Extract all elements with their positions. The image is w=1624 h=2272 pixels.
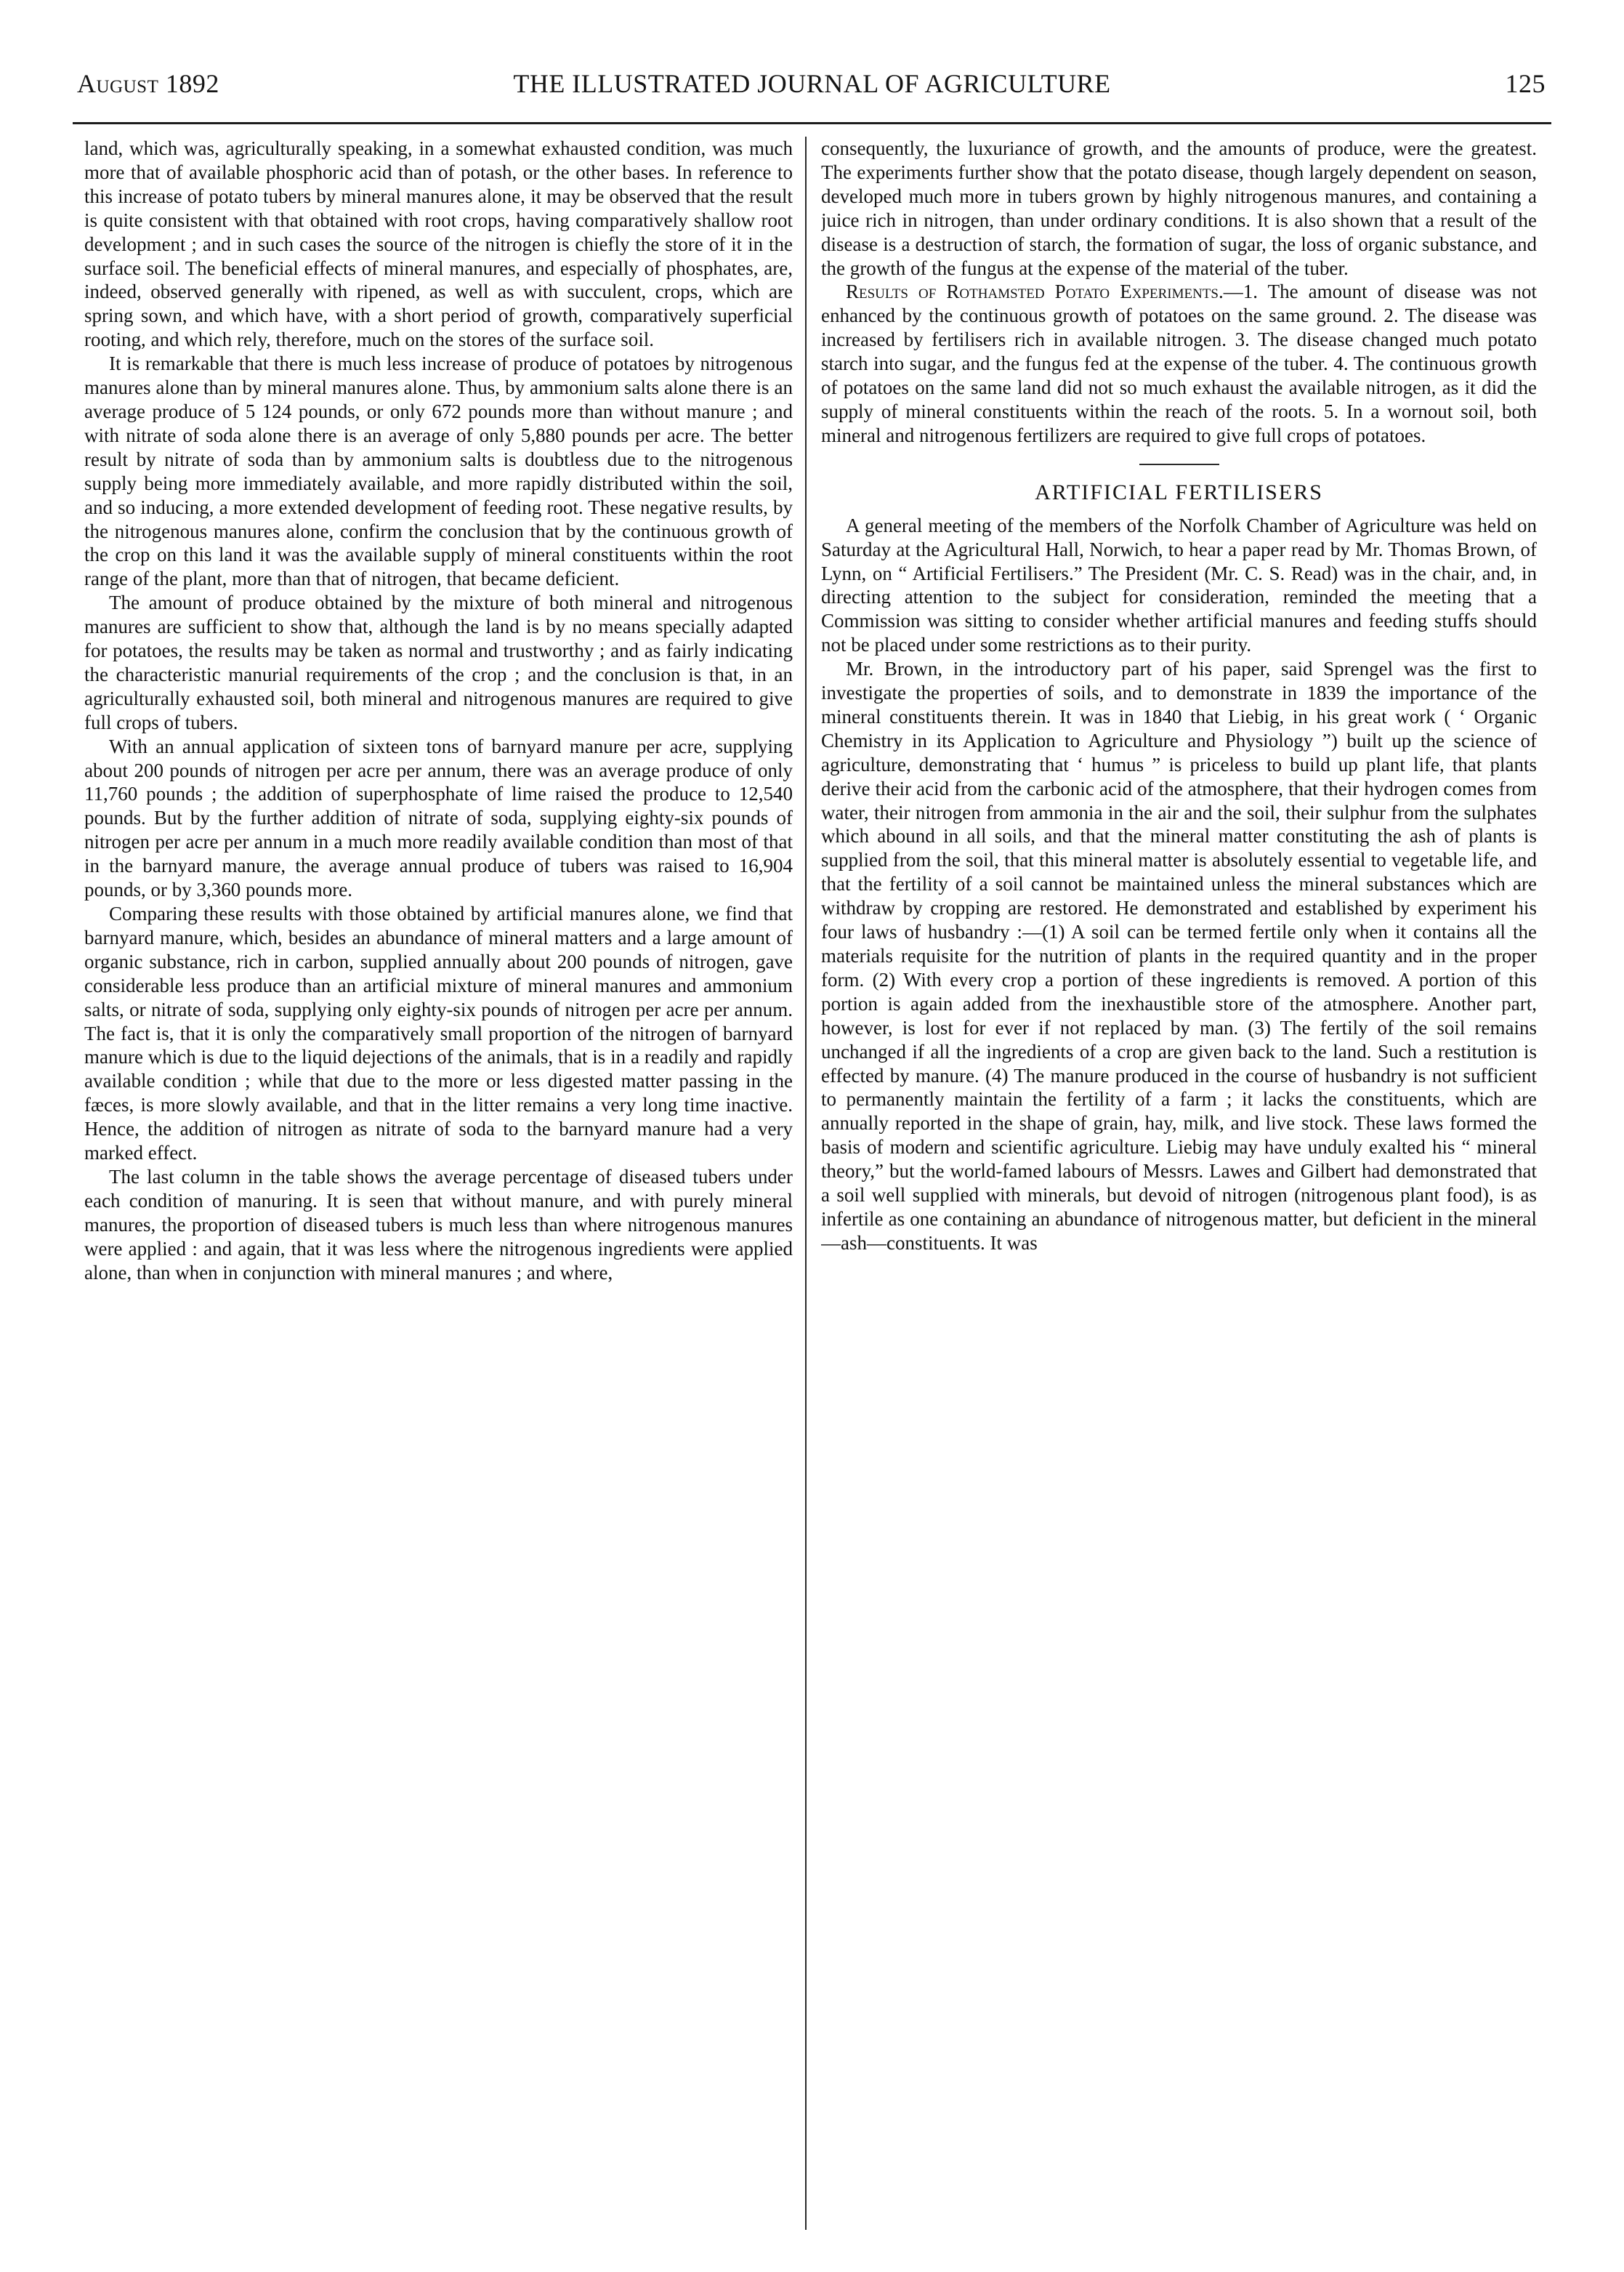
left-column <box>84 137 793 2230</box>
left-paragraph-3: The amount of produce obtained by the mixture of both mineral and nitrogenous manures are sufficient to show that, although the land is by no means specially adapted for potatoes, the results may be taken as normal and trustworthy ; and as fairly indicating the characteristic manurial requirements of the crop ; and the conclusion is that, in an agriculturally exhausted soil, both mineral and nitrogenous manures are required to give full crops of tubers. <box>84 592 793 733</box>
left-paragraph-2: It is remarkable that there is much less increase of produce of potatoes by nitrogenous manures alone than by mineral manures alone. Thus, by ammonium salts alone there is an average produce of 5 124 pounds, or only 672 pounds more than without manure ; and with nitrate of soda alone there is an average of only 5,880 pounds per acre. The better result by nitrate of soda than by ammonium salts is doubtless due to the nitrogenous supply being more immediately available, and more rapidly distributed within the soil, and so inducing, a more extended development of feeding root. These negative results, by the nitrogenous manures alone, confirm the conclusion that by the continuous growth of the crop on this land it was the available supply of mineral constituents within the root range of the plant, more than that of nitrogen, that became deficient. <box>84 353 793 590</box>
section-title: ARTIFICIAL FERTILISERS <box>1035 480 1323 504</box>
journal-title: THE ILLUSTRATED JOURNAL OF AGRICULTURE <box>513 69 1111 98</box>
article-columns <box>73 137 1551 2230</box>
issue-date: August 1892 <box>77 69 219 98</box>
header-rule <box>73 122 1551 124</box>
journal-page <box>73 58 1551 2231</box>
left-paragraph-5: Comparing these results with those obtained by artificial manures alone, we find that barnyard manure, which, besides an abundance of mineral matters and a large amount of organic substance, rich in carbon, supplied annually about 200 pounds of nitrogen, gave considerable less produce than an artificial mixture of mineral manures and ammonium salts, or nitrate of soda, supplying only eighty-six pounds of nitrogen per acre per annum. The fact is, that it is only the comparatively small proportion of the nitrogen of barnyard manure which is due to the liquid dejections of the animals, that is in a readily and rapidly available condition ; while that due to the more or less digested matter passing in the fæces, is more slowly available, and that in the litter remains a very long time inactive. Hence, the addition of nitrogen as nitrate of soda to the barnyard manure had a very marked effect. <box>84 903 793 1164</box>
right-paragraph-3: Mr. Brown, in the introductory part of his paper, said Sprengel was the first to investigate the properties of soils, and to demonstrate in 1839 the importance of the mineral constituents therein. It was in 1840 that Liebig, in his great work ( ‘ Organic Chemistry in its Application to Agriculture and Physiology ”) built up the science of agriculture, demonstrating that ‘ humus ” is priceless to build up plant life, that plants derive their acid from the carbonic acid of the atmosphere, that their hydrogen comes from water, their nitrogen from ammonia in the air and the soil, their sulphur from the sulphates which abound in all soils, and that the mineral matter constituting the ash of plants is supplied from the soil, that this mineral matter is absolutely essential to vegetable life, and that the fertility of a soil cannot be maintained unless the mineral substances which are withdraw by cropping are restored. He demonstrated and established by experiment his four laws of husbandry :—(1) A soil can be termed fertile only when it contains all the materials requisite for the nutrition of plants in the required quantity and in the proper form. (2) With every crop a portion of these ingredients is removed. A portion of this portion is again added from the inexhaustible store of the atmosphere. Another part, however, is lost for ever if not replaced by man. (3) The fertily of the soil remains unchanged if all the ingredients of a crop are given back to the land. Such a restitution is effected by manure. (4) The manure produced in the course of husbandry is not sufficient to permanently maintain the fertility of a farm ; it lacks the constituents, which are annually reported in the shape of grain, hay, milk, and live stock. These laws formed the basis of modern and scientific agriculture. Liebig may have unduly exalted his “ mineral theory,” but the world-famed labours of Messrs. Lawes and Gilbert had demonstrated that a soil well supplied with minerals, but devoid of nitrogen (nitrogenous plant food), is as infertile as one containing an abundance of nitrogenous matter, but deficient in the mineral—ash—constituents. It was <box>821 658 1537 1254</box>
left-paragraph-1: land, which was, agriculturally speaking, in a somewhat exhausted condition, was much more that of available phosphoric acid than of potash, or the other bases. In reference to this increase of potato tubers by mineral manures alone, it may be observed that the result is quite consistent with that obtained with root crops, having comparatively shallow root development ; and in such cases the source of the nitrogen is chiefly the store of it in the surface soil. The beneficial effects of mineral manures, and especially of phosphates, are, indeed, observed generally with ripened, as well as with succulent, crops, which are spring sown, and which have, with a short period of growth, comparatively superficial rooting, and which rely, therefore, much on the stores of the surface soil. <box>84 137 793 351</box>
results-heading: Results of Rothamsted Potato Experiments.— <box>846 281 1243 303</box>
section-separator <box>1139 464 1219 465</box>
page-number: 125 <box>1505 69 1546 98</box>
left-paragraph-6: The last column in the table shows the average percentage of diseased tubers under each condition of manuring. It is seen that without manure, and with purely mineral manures, the proportion of diseased tubers is much less than where nitrogenous manures were applied : and again, that it was less where the nitrogenous ingredients were applied alone, than when in conjunction with mineral manures ; and where, <box>84 1165 793 1284</box>
right-paragraph-2: A general meeting of the members of the Norfolk Chamber of Agriculture was held on Saturday at the Agricultural Hall, Norwich, to hear a paper read by Mr. Thomas Brown, of Lynn, on “ Artificial Fertilisers.” The President (Mr. C. S. Read) was in the chair, and, in directing attention to the subject for consideration, reminded the meeting that a Commission was sitting to consider whether artificial manures and feeding stuffs should not be placed under some restrictions as to their purity. <box>821 514 1537 656</box>
right-paragraph-1: consequently, the luxuriance of growth, and the amounts of produce, were the greatest. The experiments further show that the potato disease, though largely dependent on season, developed much more in tubers grown by highly nitrogenous manures, and containing a juice rich in nitrogen, than under ordinary conditions. It is also shown that a result of the disease is a destruction of starch, the formation of sugar, the loss of organic substance, and the growth of the fungus at the expense of the material of the tuber. <box>821 137 1537 279</box>
left-paragraph-4: With an annual application of sixteen tons of barnyard manure per acre, supplying about 200 pounds of nitrogen per acre per annum, there was an average produce of only 11,760 pounds ; the addition of superphosphate of lime raised the produce to 12,540 pounds. But by the further addition of nitrate of soda, supplying eighty-six pounds of nitrogen per acre per annum in a much more readily available condition than most of that in the barnyard manure, the average annual produce of tubers was raised to 16,904 pounds, or by 3,360 pounds more. <box>84 735 793 901</box>
column-divider <box>805 137 807 2230</box>
right-column <box>821 137 1537 2230</box>
results-body: 1. The amount of disease was not enhanced by the continuous growth of potatoes on the same ground. 2. The disease was increased by fertilisers rich in available nitrogen. 3. The disease changed much potato starch into sugar, and the fungus fed at the expense of the tuber. 4. The continuous growth of potatoes on the same land did not so much exhaust the available nitrogen, as it did the supply of mineral constituents within the reach of the roots. 5. In a wornout soil, both mineral and nitrogenous fertilizers are required to give full crops of potatoes. <box>821 281 1537 446</box>
running-head <box>73 58 1551 109</box>
results-paragraph <box>821 280 1537 447</box>
